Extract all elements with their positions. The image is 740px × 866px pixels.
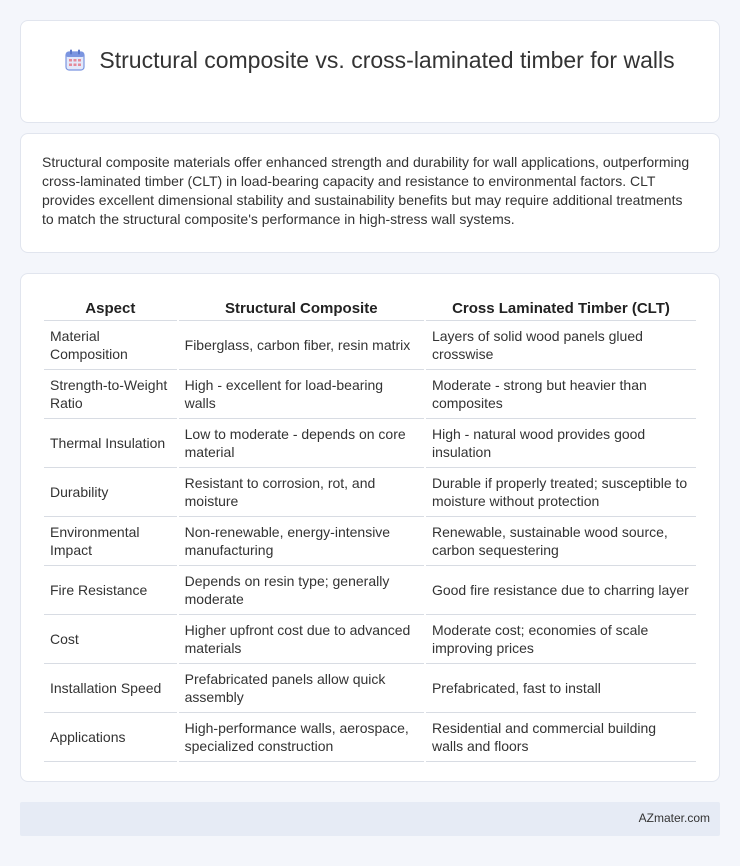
table-row — [44, 321, 696, 370]
table-row — [44, 468, 696, 517]
comparison-table — [42, 293, 698, 762]
header-structural-composite: Structural Composite — [179, 293, 424, 321]
clt-cell: Residential and commercial building walls and floors — [426, 713, 696, 762]
title-card — [20, 20, 720, 123]
footer — [20, 802, 720, 836]
clt-cell: Good fire resistance due to charring layer — [426, 566, 696, 615]
composite-cell: High-performance walls, aerospace, specialized construction — [179, 713, 424, 762]
composite-cell: Low to moderate - depends on core material — [179, 419, 424, 468]
table-row — [44, 713, 696, 762]
composite-cell: Prefabricated panels allow quick assembly — [179, 664, 424, 713]
clt-cell: Moderate cost; economies of scale improving prices — [426, 615, 696, 664]
table-row — [44, 517, 696, 566]
page-title — [61, 45, 679, 75]
table-header-row — [44, 293, 696, 321]
composite-cell: Resistant to corrosion, rot, and moisture — [179, 468, 424, 517]
clt-cell: High - natural wood provides good insulation — [426, 419, 696, 468]
aspect-cell: Environmental Impact — [44, 517, 177, 566]
footer-brand[interactable]: AZmater.com — [638, 811, 710, 825]
table-row — [44, 615, 696, 664]
table-row — [44, 419, 696, 468]
table-row — [44, 664, 696, 713]
clt-cell: Durable if properly treated; susceptible to moisture without protection — [426, 468, 696, 517]
summary-card — [20, 133, 720, 253]
comparison-card — [20, 273, 720, 782]
clt-cell: Renewable, sustainable wood source, carbon sequestering — [426, 517, 696, 566]
composite-cell: High - excellent for load-bearing walls — [179, 370, 424, 419]
clt-cell: Moderate - strong but heavier than composites — [426, 370, 696, 419]
clt-cell: Prefabricated, fast to install — [426, 664, 696, 713]
composite-cell: Depends on resin type; generally moderate — [179, 566, 424, 615]
clt-cell: Layers of solid wood panels glued crosswise — [426, 321, 696, 370]
aspect-cell: Strength-to-Weight Ratio — [44, 370, 177, 419]
composite-cell: Higher upfront cost due to advanced materials — [179, 615, 424, 664]
calendar-icon — [65, 48, 85, 70]
composite-cell: Fiberglass, carbon fiber, resin matrix — [179, 321, 424, 370]
composite-cell: Non-renewable, energy-intensive manufacturing — [179, 517, 424, 566]
summary-text: Structural composite materials offer enhanced strength and durability for wall applications, outperforming cross-laminated timber (CLT) in load-bearing capacity and resistance to environmental factors. CLT provides excellent dimensional stability and sustainability benefits but may require additional treatments to match the structural composite's performance in high-stress wall systems. — [42, 154, 690, 227]
aspect-cell: Applications — [44, 713, 177, 762]
aspect-cell: Durability — [44, 468, 177, 517]
title-text: Structural composite vs. cross-laminated timber for walls — [99, 47, 675, 73]
table-row — [44, 370, 696, 419]
table-row — [44, 566, 696, 615]
aspect-cell: Cost — [44, 615, 177, 664]
header-clt: Cross Laminated Timber (CLT) — [426, 293, 696, 321]
aspect-cell: Installation Speed — [44, 664, 177, 713]
aspect-cell: Fire Resistance — [44, 566, 177, 615]
aspect-cell: Material Composition — [44, 321, 177, 370]
header-aspect: Aspect — [44, 293, 177, 321]
aspect-cell: Thermal Insulation — [44, 419, 177, 468]
